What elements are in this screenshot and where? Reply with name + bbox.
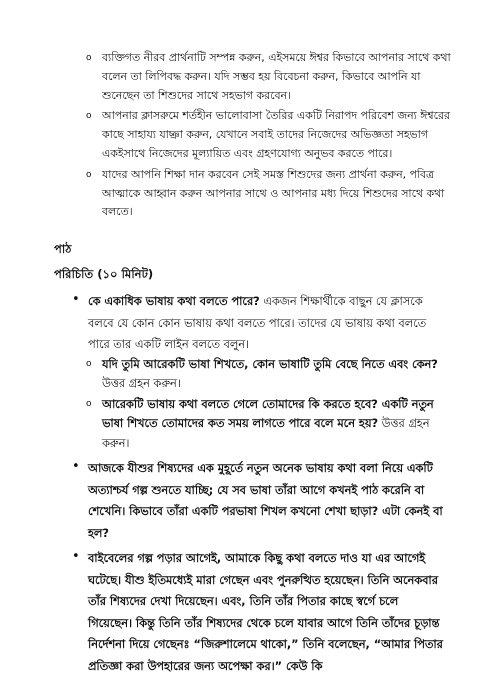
bullet-icon: • — [72, 459, 80, 475]
intro-heading: পরিচিতি (১০ মিনিট) — [54, 267, 154, 281]
question-text: কে একাধিক ভাষায় কথা বলতে পারে? — [88, 295, 260, 308]
circle-bullet-icon: o — [86, 358, 92, 369]
preparation-item — [86, 107, 452, 163]
circle-bullet-icon: o — [86, 53, 92, 63]
preparation-list — [86, 49, 452, 224]
follow-up-item — [86, 355, 443, 394]
preparation-item-text: যাদের আপনি শিক্ষা দান করবেন সেই সমস্ত শিশুদের জন্য প্রার্থনা করুন, পবিত্র আত্মাকে আহ্বান করুন আপনার সাথে ও আপনার মধ্য দিয়ে শিশুদের সাথে কথা বলতে। — [102, 167, 445, 219]
circle-bullet-icon: o — [86, 398, 92, 409]
lesson-item — [72, 457, 443, 543]
lesson-item — [72, 290, 443, 453]
follow-up-item — [86, 395, 443, 454]
follow-up-question: আরেকটি ভাষায় কথা বলতে গেলে তোমাদের কি করতে হবে? একটি নতুন ভাষা শিখতে তোমাদের কত সময় লাগতে পারে বলে মনে হয়? — [102, 397, 434, 431]
preparation-item — [86, 49, 452, 105]
bullet-icon: • — [72, 549, 80, 565]
follow-up-list — [86, 355, 443, 454]
circle-bullet-icon: o — [86, 111, 92, 122]
lesson-list — [72, 290, 443, 680]
preparation-item-text: ব্যক্তিগত নীরব প্রার্থনাটি সম্পন্ন করুন, এইসময়ে ঈশ্বর কিভাবে আপনার সাথে কথা বলেন তা লিপিবদ্ধ করুন। যদি সম্ভব হয় বিবেচনা করুন, কিভাবে আপনি যা শুনেছেন তা শিশুদের সাথে সহভাগ করবেন। — [102, 51, 451, 102]
instruction-text: একজন শিক্ষার্থীকে বাছুন যে ক্লাসকে বলবে যে কোন কোন ভাষায় কথা বলতে পারে। তাদের যে ভাষায় কথা বলতে পারে তার একটি লাইন বলতে বলুন। — [88, 295, 427, 351]
follow-up-question: যদি তুমি আরেকটি ভাষা শিখতে, কোন ভাষাটি তুমি বেছে নিতে এবং কেন? — [102, 357, 438, 371]
follow-up-instruction: উত্তর গ্রহন করুন। — [102, 377, 181, 391]
lesson-item-text: বাইবেলের গল্প পড়ার আগেই, আমাকে কিছু কথা বলতে দাও যা এর আগেই ঘটেছে। যীশু ইতিমধ্যেই মারা গেছেন এবং পুনরুত্থিত হয়েছেন। তিনি অনেকবার তাঁর শিষ্যদের দেখা দিয়েছেন। এবং, তিনি তাঁর পিতার কাছে স্বর্গে চলে গিয়েছেন। কিন্তু তিনি তাঁর শিষ্যদের থেকে চলে যাবার আগে তিনি তাঁদের চূড়ান্ত নির্দেশনা দিয়ে গেছেনঃ “জিরুশালেমে থাকো,” তিনি বলেছেন, “আমার পিতার প্রতিজ্ঞা করা উপহারের জন্য অপেক্ষা কর।” কেউ কি — [88, 552, 443, 673]
preparation-item-text: আপনার ক্লাসরুমে শর্তহীন ভালোবাসা তৈরির একটি নিরাপদ পরিবেশ জন্য ঈশ্বরের কাছে সাহায্য যাচ্ঞা করুন, যেখানে সবাই তাদের নিজেদের অভিজ্ঞতা সহভাগ একইসাথে নিজেদের মূল্যায়িত এবং গ্রহণযোগ্য অনুভব করতে পারে। — [102, 109, 450, 160]
lesson-item-text: আজকে যীশুর শিষ্যদের এক মুহূর্তে নতুন অনেক ভাষায় কথা বলা নিয়ে একটি অত্যাশ্চর্য গল্প শুনতে যাচ্ছি; যে সব ভাষা তাঁরা আগে কখনই পাঠ করেনি বা শেখেনি। কিভাবে তাঁরা একটি পরভাষা শিখল কখনো শেখা ছাড়া? এটা কেনই বা হল? — [88, 462, 443, 540]
lesson-heading: পাঠ — [54, 242, 72, 256]
lesson-item — [72, 547, 443, 676]
follow-up-instruction: উত্তর গ্রহন করুন। — [102, 417, 430, 450]
circle-bullet-icon: o — [86, 169, 92, 180]
bullet-icon: • — [72, 292, 80, 307]
preparation-item — [86, 166, 452, 222]
